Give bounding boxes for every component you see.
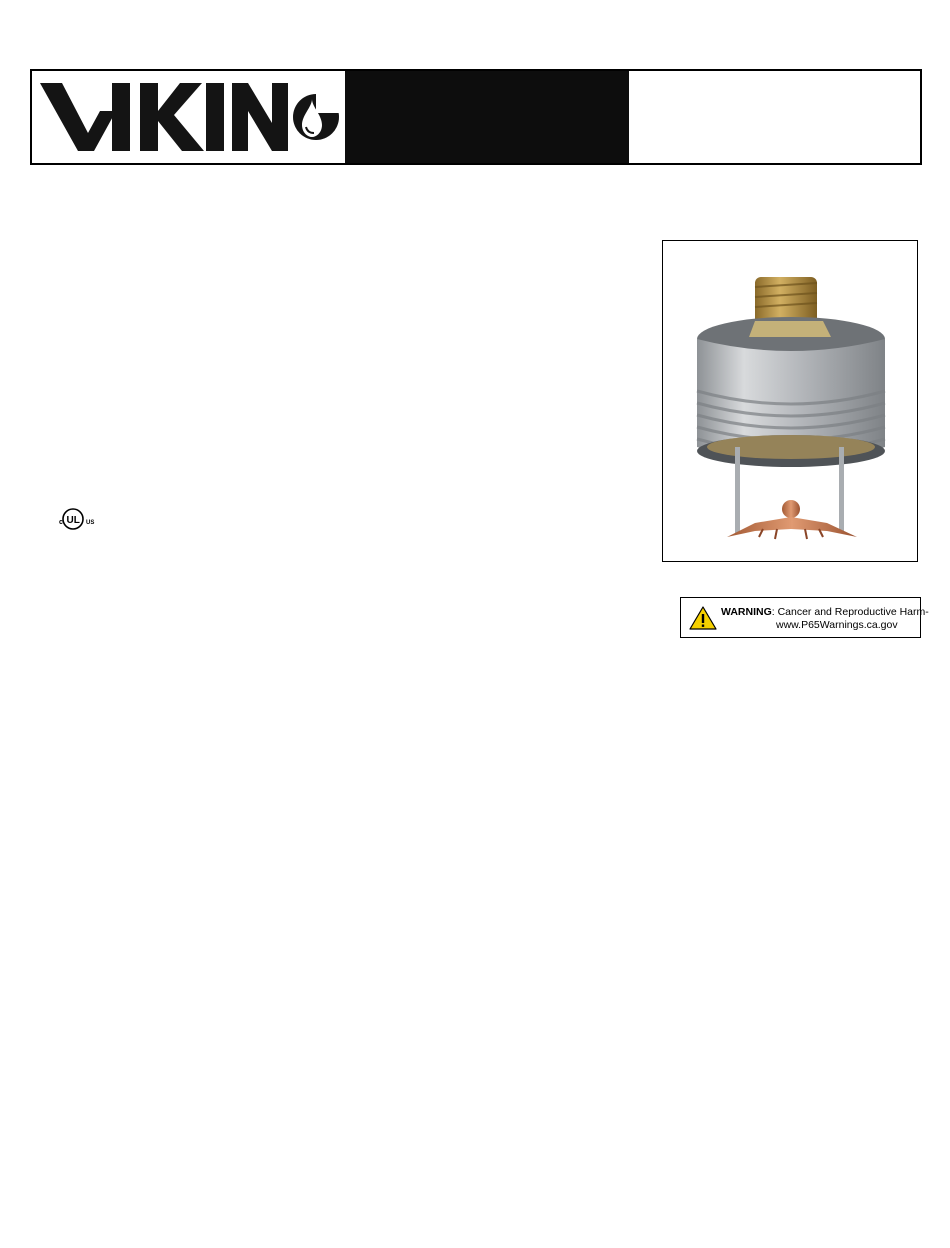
viking-logo	[40, 81, 340, 153]
ul-mark-c: c	[59, 519, 63, 526]
ul-mark-ul: UL	[66, 515, 80, 526]
warning-text	[721, 606, 929, 618]
warning-message: : Cancer and Reproductive Harm-	[771, 606, 929, 618]
warning-url[interactable]: www.P65Warnings.ca.gov	[776, 619, 898, 631]
header-black-band	[345, 71, 629, 163]
warning-triangle-icon	[689, 606, 717, 630]
prop65-warning-box	[680, 597, 929, 638]
cULus-listing-mark	[56, 507, 104, 536]
header-banner	[30, 69, 922, 165]
warning-label: WARNING	[721, 606, 772, 618]
sprinkler-illustration	[663, 241, 919, 563]
header-right-cell	[629, 71, 920, 163]
ul-mark-us: US	[86, 520, 95, 526]
logo-cell	[32, 71, 345, 163]
product-image-frame	[662, 240, 918, 562]
